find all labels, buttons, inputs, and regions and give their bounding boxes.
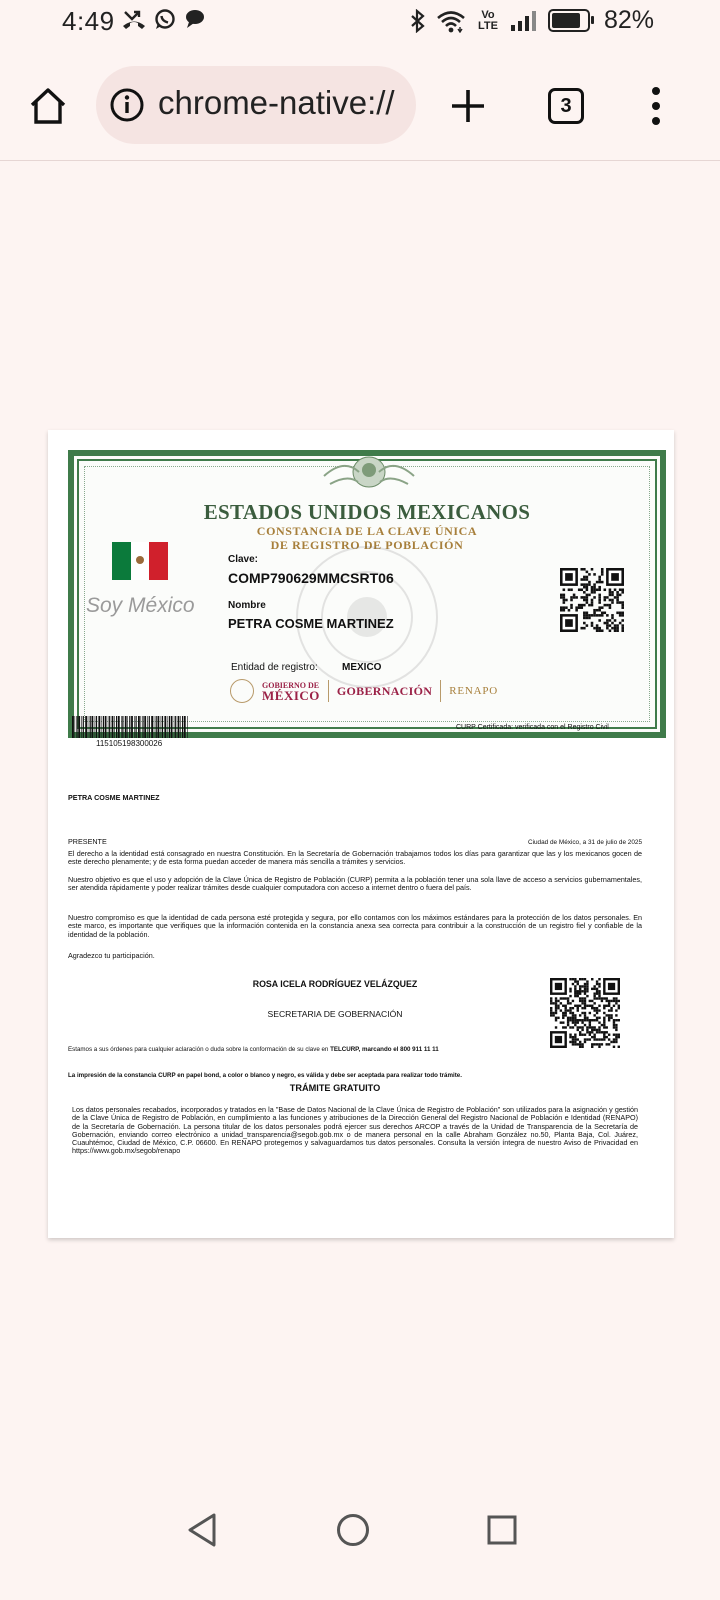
- back-icon[interactable]: [186, 1512, 218, 1548]
- paragraph-2: Nuestro objetivo es que el uso y adopción de la Clave Única de Registro de Población (CURP) permita a la población tener una sola llave de acceso a servicios gubernamentales, ser atendida rápidamente y poder realizar trámites desde cualquier computadora con acceso a internet dentro o fuera del país.: [68, 875, 642, 893]
- recipient-name: PETRA COSME MARTINEZ: [68, 793, 160, 802]
- gobierno-mexico-logo: [262, 681, 320, 701]
- signer-name: ROSA ICELA RODRÍGUEZ VELÁZQUEZ: [252, 979, 418, 989]
- recents-icon[interactable]: [486, 1514, 518, 1546]
- more-menu-icon[interactable]: [650, 86, 662, 126]
- bluetooth-icon: [410, 9, 426, 33]
- qr-code-icon: [550, 978, 620, 1048]
- wifi-icon: [436, 9, 466, 33]
- tab-switcher-button[interactable]: 3: [548, 88, 584, 124]
- battery-level: [552, 13, 580, 28]
- certificate-subtitle-1: CONSTANCIA DE LA CLAVE ÚNICA: [256, 524, 478, 538]
- battery-icon: [548, 9, 590, 32]
- paragraph-3: Nuestro compromiso es que la identidad de cada persona esté protegida y segura, por ello contamos con los máximos estándares para la protección de los datos personales. En este marco, es importante que verifiques que la información contenida en la constancia anexa sea correcta para contribuir a la construcción de un registro fiel y confiable de la identidad de la población.: [68, 913, 642, 939]
- pdf-page[interactable]: [48, 430, 674, 1238]
- barcode-icon: [72, 716, 190, 738]
- whatsapp-icon: [154, 8, 176, 30]
- url-text[interactable]: chrome-native://: [158, 84, 395, 121]
- qr-code-icon: [560, 568, 624, 632]
- thanks-text: Agradezco tu participación.: [68, 951, 155, 960]
- privacy-notice: Los datos personales recabados, incorporados y tratados en la "Base de Datos Nacional de la Clave Única de Registro de Población" son utilizados para la asignación y gestión de la Clave Única de Registro de Población, en cumplimiento a las funciones y atribuciones de la Dirección General del Registro Nacional de Población e Identidad (RENAPO) de la Secretaría de Gobernación. La persona titular de los datos personales podrá ejercer sus derechos ARCOP a través de la Unidad de Transparencia de la Secretaría de Gobernación, enviando correo electrónico a unidad_transparencia@segob.gob.mx o de manera personal en la calle Abraham González no.50, Planta Baja, Col. Juárez, Cuauhtémoc, Ciudad de México, C.P. 06600. En RENAPO protegemos y salvaguardamos tus datos personales. Consulta la versión íntegra de nuestro Aviso de Privacidad en https://www.gob.mx/segob/renapo: [72, 1105, 638, 1156]
- verification-note: CURP Certificada: verificada con el Registro Civil: [456, 724, 609, 731]
- browser-toolbar: [0, 60, 720, 156]
- renapo-logo: RENAPO: [449, 685, 499, 697]
- logo-separator: [440, 680, 441, 702]
- nombre-value: PETRA COSME MARTINEZ: [228, 616, 394, 631]
- home-nav-icon[interactable]: [336, 1513, 370, 1547]
- signer-title: SECRETARIA DE GOBERNACIÓN: [267, 1009, 403, 1019]
- status-time: 4:49: [62, 6, 115, 36]
- contact-phone: TELCURP, marcando el 800 911 11 11: [330, 1046, 439, 1053]
- home-icon[interactable]: [26, 84, 70, 128]
- contact-text: Estamos a sus órdenes para cualquier aclaración o duda sobre la conformación de su clave en: [68, 1046, 331, 1053]
- certificate-subtitle-2: DE REGISTRO DE POBLACIÓN: [270, 538, 464, 552]
- letter-date: Ciudad de México, a 31 de julio de 2025: [527, 839, 642, 846]
- address-bar[interactable]: [96, 66, 416, 144]
- toolbar-divider: [0, 160, 720, 161]
- missed-call-icon: [122, 8, 146, 30]
- barcode-number: 115105198300026: [96, 739, 163, 748]
- logo-separator: [328, 680, 329, 702]
- chat-bubble-icon: [184, 8, 206, 30]
- status-right: [410, 6, 654, 35]
- new-tab-icon[interactable]: [448, 86, 488, 126]
- notification-icons: [122, 8, 206, 30]
- soy-mexico-logo: Soy México: [86, 594, 195, 617]
- gobierno-small-text: GOBIERNO DE: [262, 681, 320, 690]
- curp-certificate: [68, 450, 666, 738]
- status-bar: [0, 0, 720, 46]
- contact-line: [68, 1046, 642, 1054]
- government-logos: [230, 678, 498, 704]
- presente-label: PRESENTE: [68, 837, 107, 846]
- info-icon[interactable]: [110, 88, 144, 122]
- signal-icon: [510, 10, 538, 32]
- gobierno-seal-icon: [230, 679, 254, 703]
- nombre-label: Nombre: [228, 600, 266, 611]
- coat-of-arms-icon: [314, 450, 424, 496]
- battery-percent: 82%: [603, 6, 654, 34]
- paragraph-1: El derecho a la identidad está consagrado en nuestra Constitución. En la Secretaría de Gobernación trabajamos todos los días para garantizar que las y los mexicanos gocen de este derecho plenamente; y de esta forma puedan acceder de manera más sencilla a trámites y servicios.: [68, 849, 642, 867]
- gobernacion-logo: GOBERNACIÓN: [336, 683, 433, 698]
- gobierno-big-text: MÉXICO: [262, 688, 320, 703]
- print-validity-note: La impresión de la constancia CURP en papel bond, a color o blanco y negro, es válida y debe ser aceptada para realizar todo trámite.: [68, 1072, 462, 1079]
- entidad-value: MEXICO: [342, 662, 382, 673]
- certificate-title: ESTADOS UNIDOS MEXICANOS: [203, 500, 531, 524]
- clave-value: COMP790629MMCSRT06: [228, 570, 394, 586]
- volte-indicator: Vo LTE: [477, 8, 498, 32]
- mexico-flag-icon: [112, 542, 168, 580]
- entidad-label: Entidad de registro:: [231, 662, 318, 673]
- clave-label: Clave:: [228, 554, 259, 565]
- tramite-gratuito: TRÁMITE GRATUITO: [289, 1083, 381, 1093]
